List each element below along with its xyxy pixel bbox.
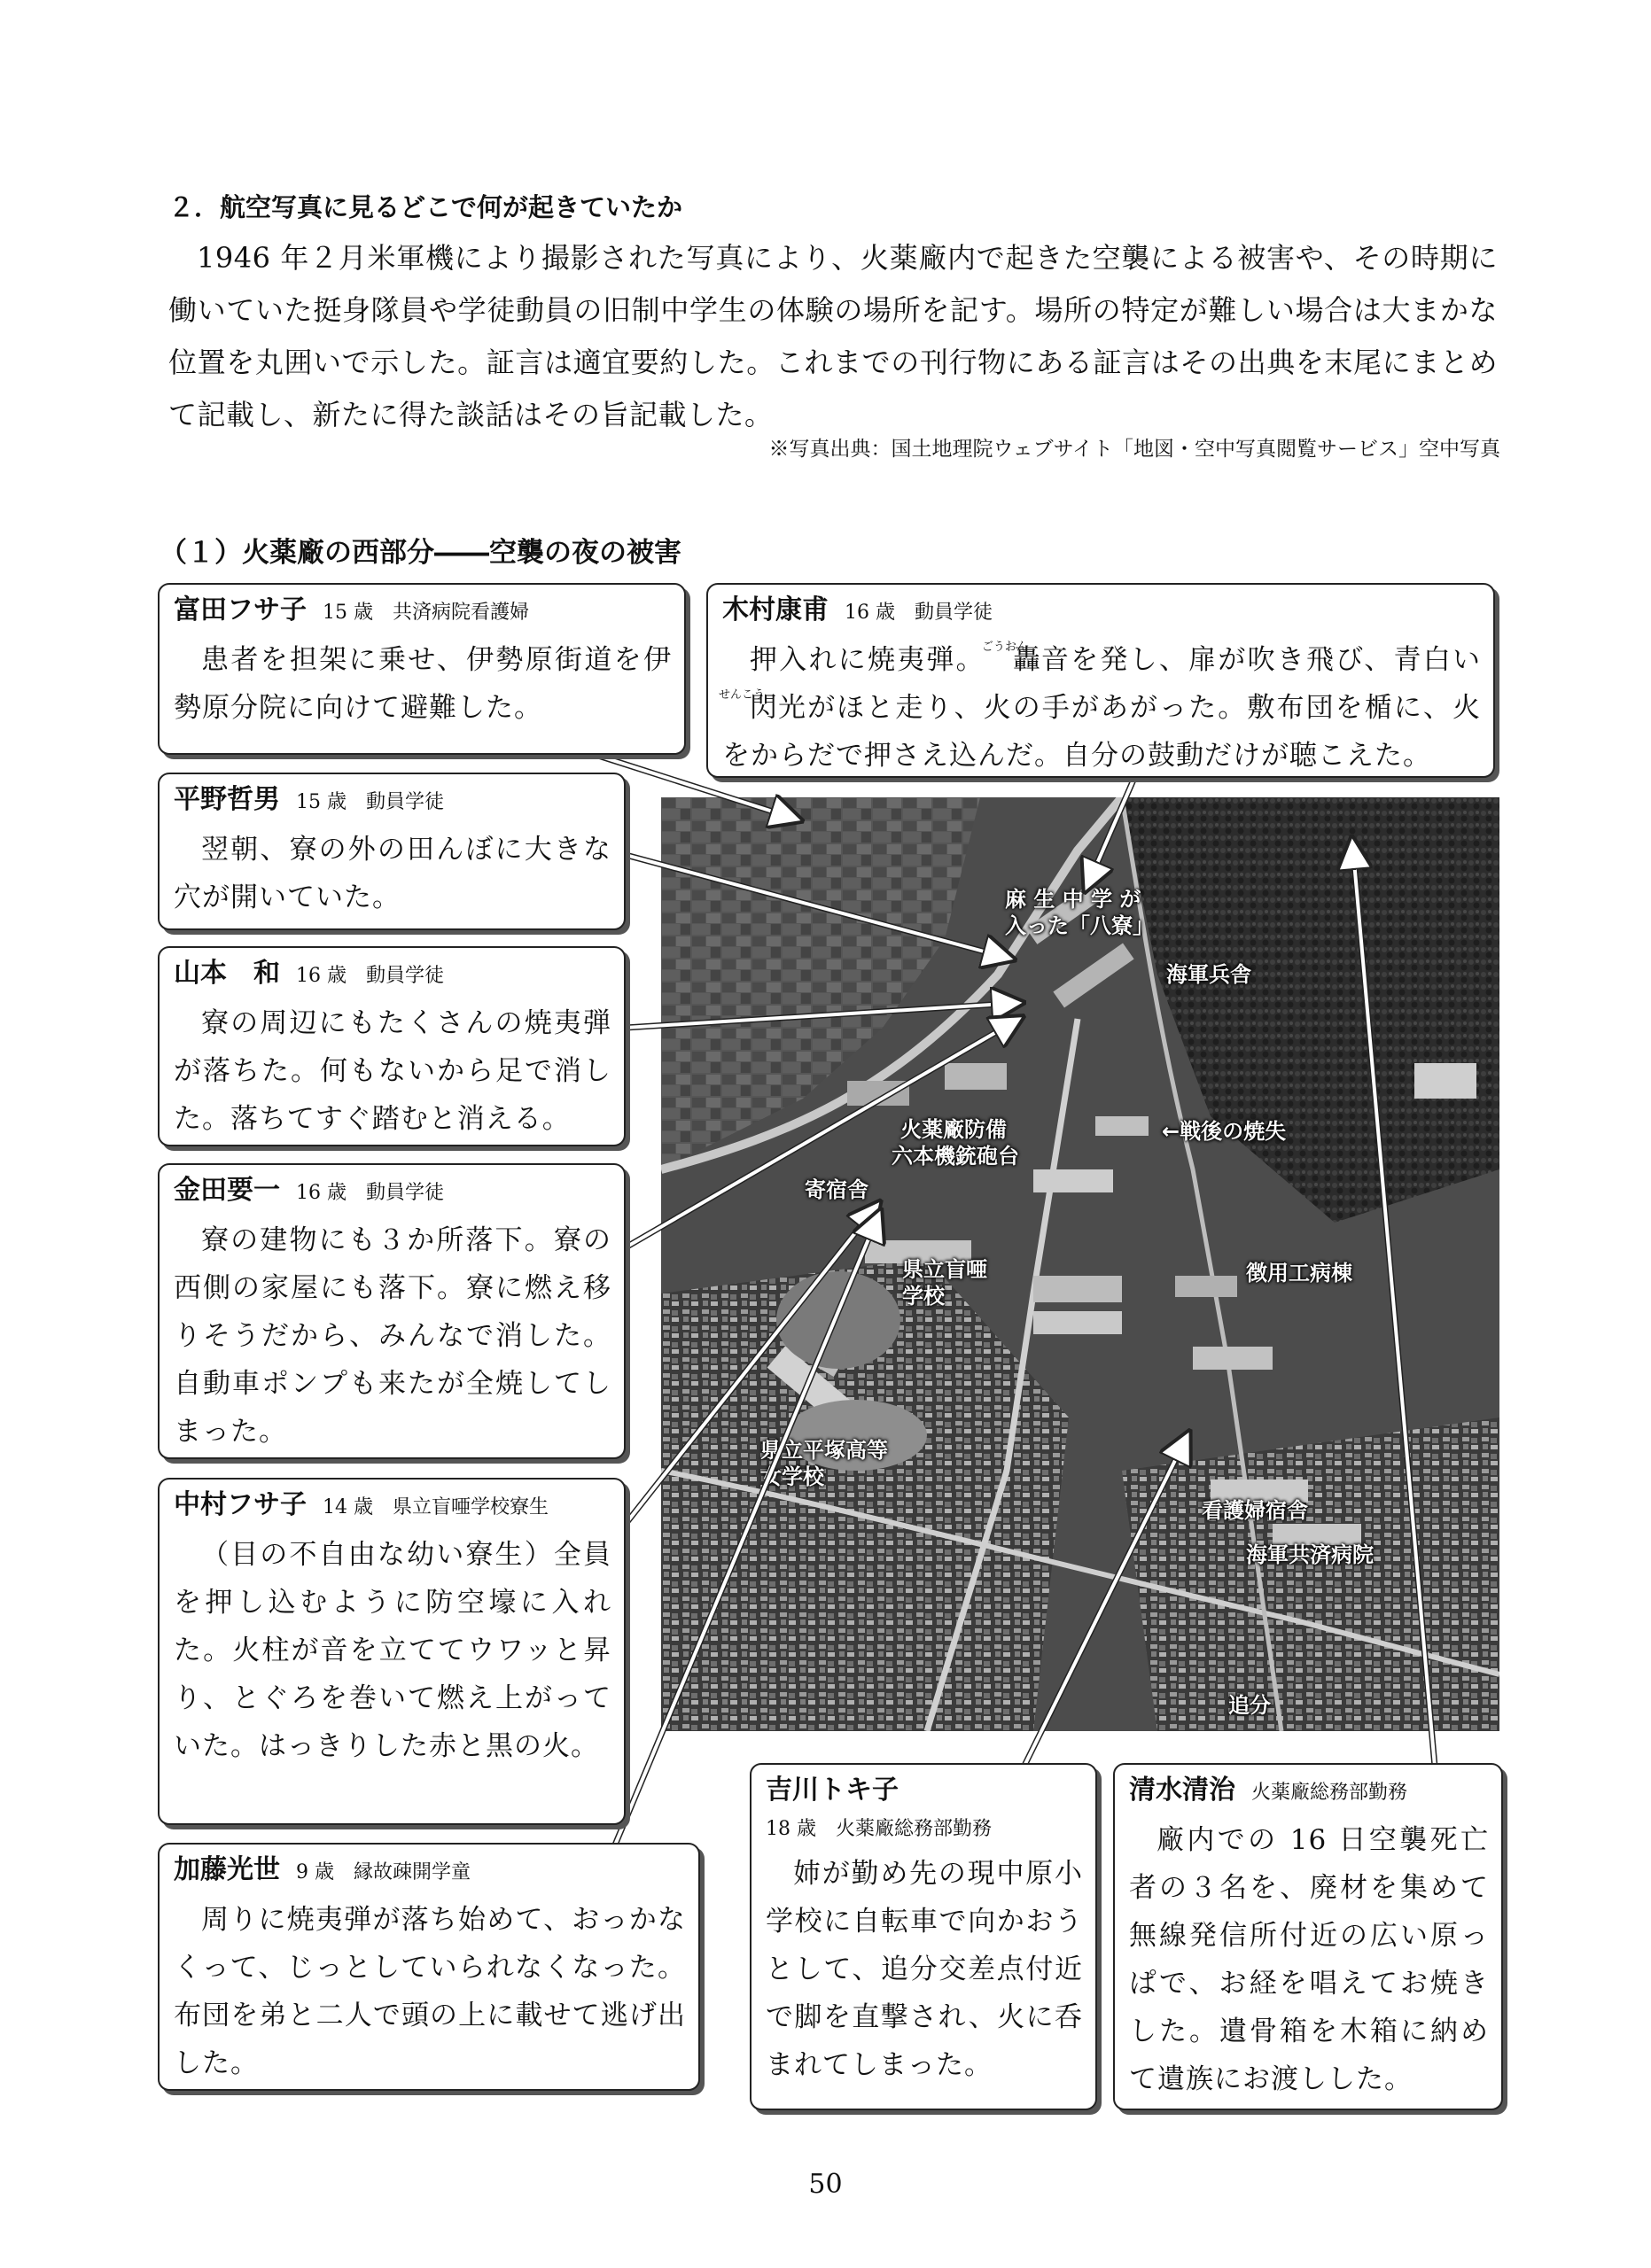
testimony-name: 清水清治	[1129, 1775, 1235, 1806]
testimony-name: 加藤光世	[174, 1854, 280, 1885]
testimony-name: 中村フサ子	[174, 1489, 307, 1520]
testimony-name: 木村康甫	[722, 594, 829, 625]
testimony-name: 富田フサ子	[174, 594, 307, 625]
label-azabu-line1: 麻 生 中 学 が	[1005, 887, 1141, 912]
testimony-text: （目の不自由な幼い寮生）全員を押し込むように防空壕に入れた。火柱が音を立ててウワッと昇り、とぐろを巻いて燃え上がっていた。はっきりした赤と黒の火。	[174, 1539, 611, 1762]
testimony-card-tomita	[158, 583, 686, 755]
testimony-name: 吉川トキ子	[766, 1775, 899, 1806]
testimony-text: 廠内での 16 日空襲死亡者の３名を、廃材を集めて無線発信所付近の広い原っぱで、お経を唱えてお焼きした。遺骨箱を木箱に納めて遺族にお渡しした。	[1129, 1824, 1489, 2095]
testimony-text: 患者を担架に乗せ、伊勢原街道を伊勢原分院に向けて避難した。	[174, 644, 672, 724]
testimony-card-kato	[158, 1843, 700, 2091]
testimony-text: 寮の建物にも３か所落下。寮の西側の家屋にも落下。寮に燃え移りそうだから、みんなで消した。自動車ポンプも来たが全焼してしまった。	[174, 1224, 611, 1448]
testimony-meta: 火薬廠総務部勤務	[1251, 1782, 1408, 1804]
photo-source-note: ※写真出典：国土地理院ウェブサイト「地図・空中写真閲覧サービス」空中写真	[768, 438, 1500, 461]
testimony-name: 金田要一	[174, 1175, 280, 1206]
testimony-card-yoshikawa	[750, 1763, 1097, 2110]
testimony-meta: 16 歳 動員学徒	[845, 602, 993, 624]
testimony-meta: 16 歳 動員学徒	[296, 1182, 444, 1204]
label-navy-hospital: 海軍共済病院	[1246, 1542, 1374, 1567]
testimony-name: 山本 和	[174, 958, 280, 989]
testimony-text: 寮の周辺にもたくさんの焼夷弾が落ちた。何もないから足で消した。落ちてすぐ踏むと消える。	[174, 1007, 611, 1135]
testimony-text: 周りに焼夷弾が落ち始めて、おっかなくって、じっとしていられなくなった。布団を弟と二人で頭の上に載せて逃げ出した。	[174, 1904, 686, 2079]
label-machine-gun-line2: 六本機銃砲台	[892, 1144, 1019, 1169]
testimony-meta: 15 歳 動員学徒	[296, 791, 444, 813]
testimony-meta: 16 歳 動員学徒	[296, 965, 444, 987]
label-nurse-dorm: 看護婦宿舎	[1202, 1498, 1308, 1523]
section-heading: ２．航空写真に見るどこで何が起きていたか	[168, 192, 683, 222]
label-dormitory: 寄宿舎	[805, 1177, 868, 1202]
testimony-card-nakamura	[158, 1478, 626, 1825]
testimony-meta: 18 歳 火薬廠総務部勤務	[766, 1818, 992, 1840]
label-machine-gun-line1: 火薬廠防備	[900, 1117, 1007, 1142]
label-navy-barracks: 海軍兵舎	[1166, 962, 1251, 987]
testimony-name: 平野哲男	[174, 784, 280, 815]
ruby-reading: せんこう	[719, 688, 766, 702]
label-postwar-burned: ←戦後の焼失	[1162, 1119, 1287, 1144]
testimony-card-hirano	[158, 773, 626, 930]
ruby-reading: ごうおん	[981, 641, 1028, 654]
intro-paragraph: 1946 年２月米軍機により撮影された写真により、火薬廠内で起きた空襲による被害や、その時期に働いていた挺身隊員や学徒動員の旧制中学生の体験の場所を記す。場所の特定が難しい場合は大まかな位置を丸囲いで示した。証言は適宜要約した。これまでの刊行物にある証言はその出典を末尾にまとめて記載し、新たに得た談話はその旨記載した。	[168, 241, 1498, 431]
subsection-heading: （１）火薬廠の西部分――空襲の夜の被害	[160, 537, 681, 569]
testimony-meta: 15 歳 共済病院看護婦	[323, 602, 529, 624]
label-girls-school-line1: 県立平塚高等	[760, 1438, 888, 1463]
testimony-text: 姉が勤め先の現中原小学校に自転車で向かおうとして、追分交差点付近で脚を直撃され、火に呑まれてしまった。	[766, 1858, 1083, 2081]
testimony-card-kimura	[706, 583, 1495, 778]
testimony-text: 翌朝、寮の外の田んぼに大きな穴が開いていた。	[174, 834, 611, 913]
label-girls-school-line2: 女学校	[760, 1464, 824, 1489]
testimony-card-shimizu	[1113, 1763, 1503, 2110]
label-azabu-line2: 入った「八寮」	[1005, 913, 1154, 938]
testimony-card-yamamoto	[158, 946, 626, 1146]
label-worker-ward: 徴用工病棟	[1246, 1261, 1352, 1285]
testimony-card-kaneda	[158, 1163, 626, 1459]
label-blind-school-line2: 学校	[902, 1284, 945, 1309]
label-oiwake: 追分	[1228, 1693, 1271, 1718]
testimony-meta: 9 歳 縁故疎開学童	[296, 1861, 471, 1884]
label-blind-school-line1: 県立盲唖	[902, 1257, 987, 1282]
testimony-text: 押入れに焼夷弾。 ごうおん 轟音を発し、扉が吹き飛び、青白い せんこう 閃光がほと走り、火の手があがった。敷布団を楯に、火をからだで押さえ込んだ。自分の鼓動だけが聴こえた。	[722, 636, 1481, 780]
page-number: 50	[808, 2169, 843, 2200]
aerial-photo	[661, 797, 1499, 1731]
testimony-meta: 14 歳 県立盲唖学校寮生	[323, 1496, 549, 1518]
